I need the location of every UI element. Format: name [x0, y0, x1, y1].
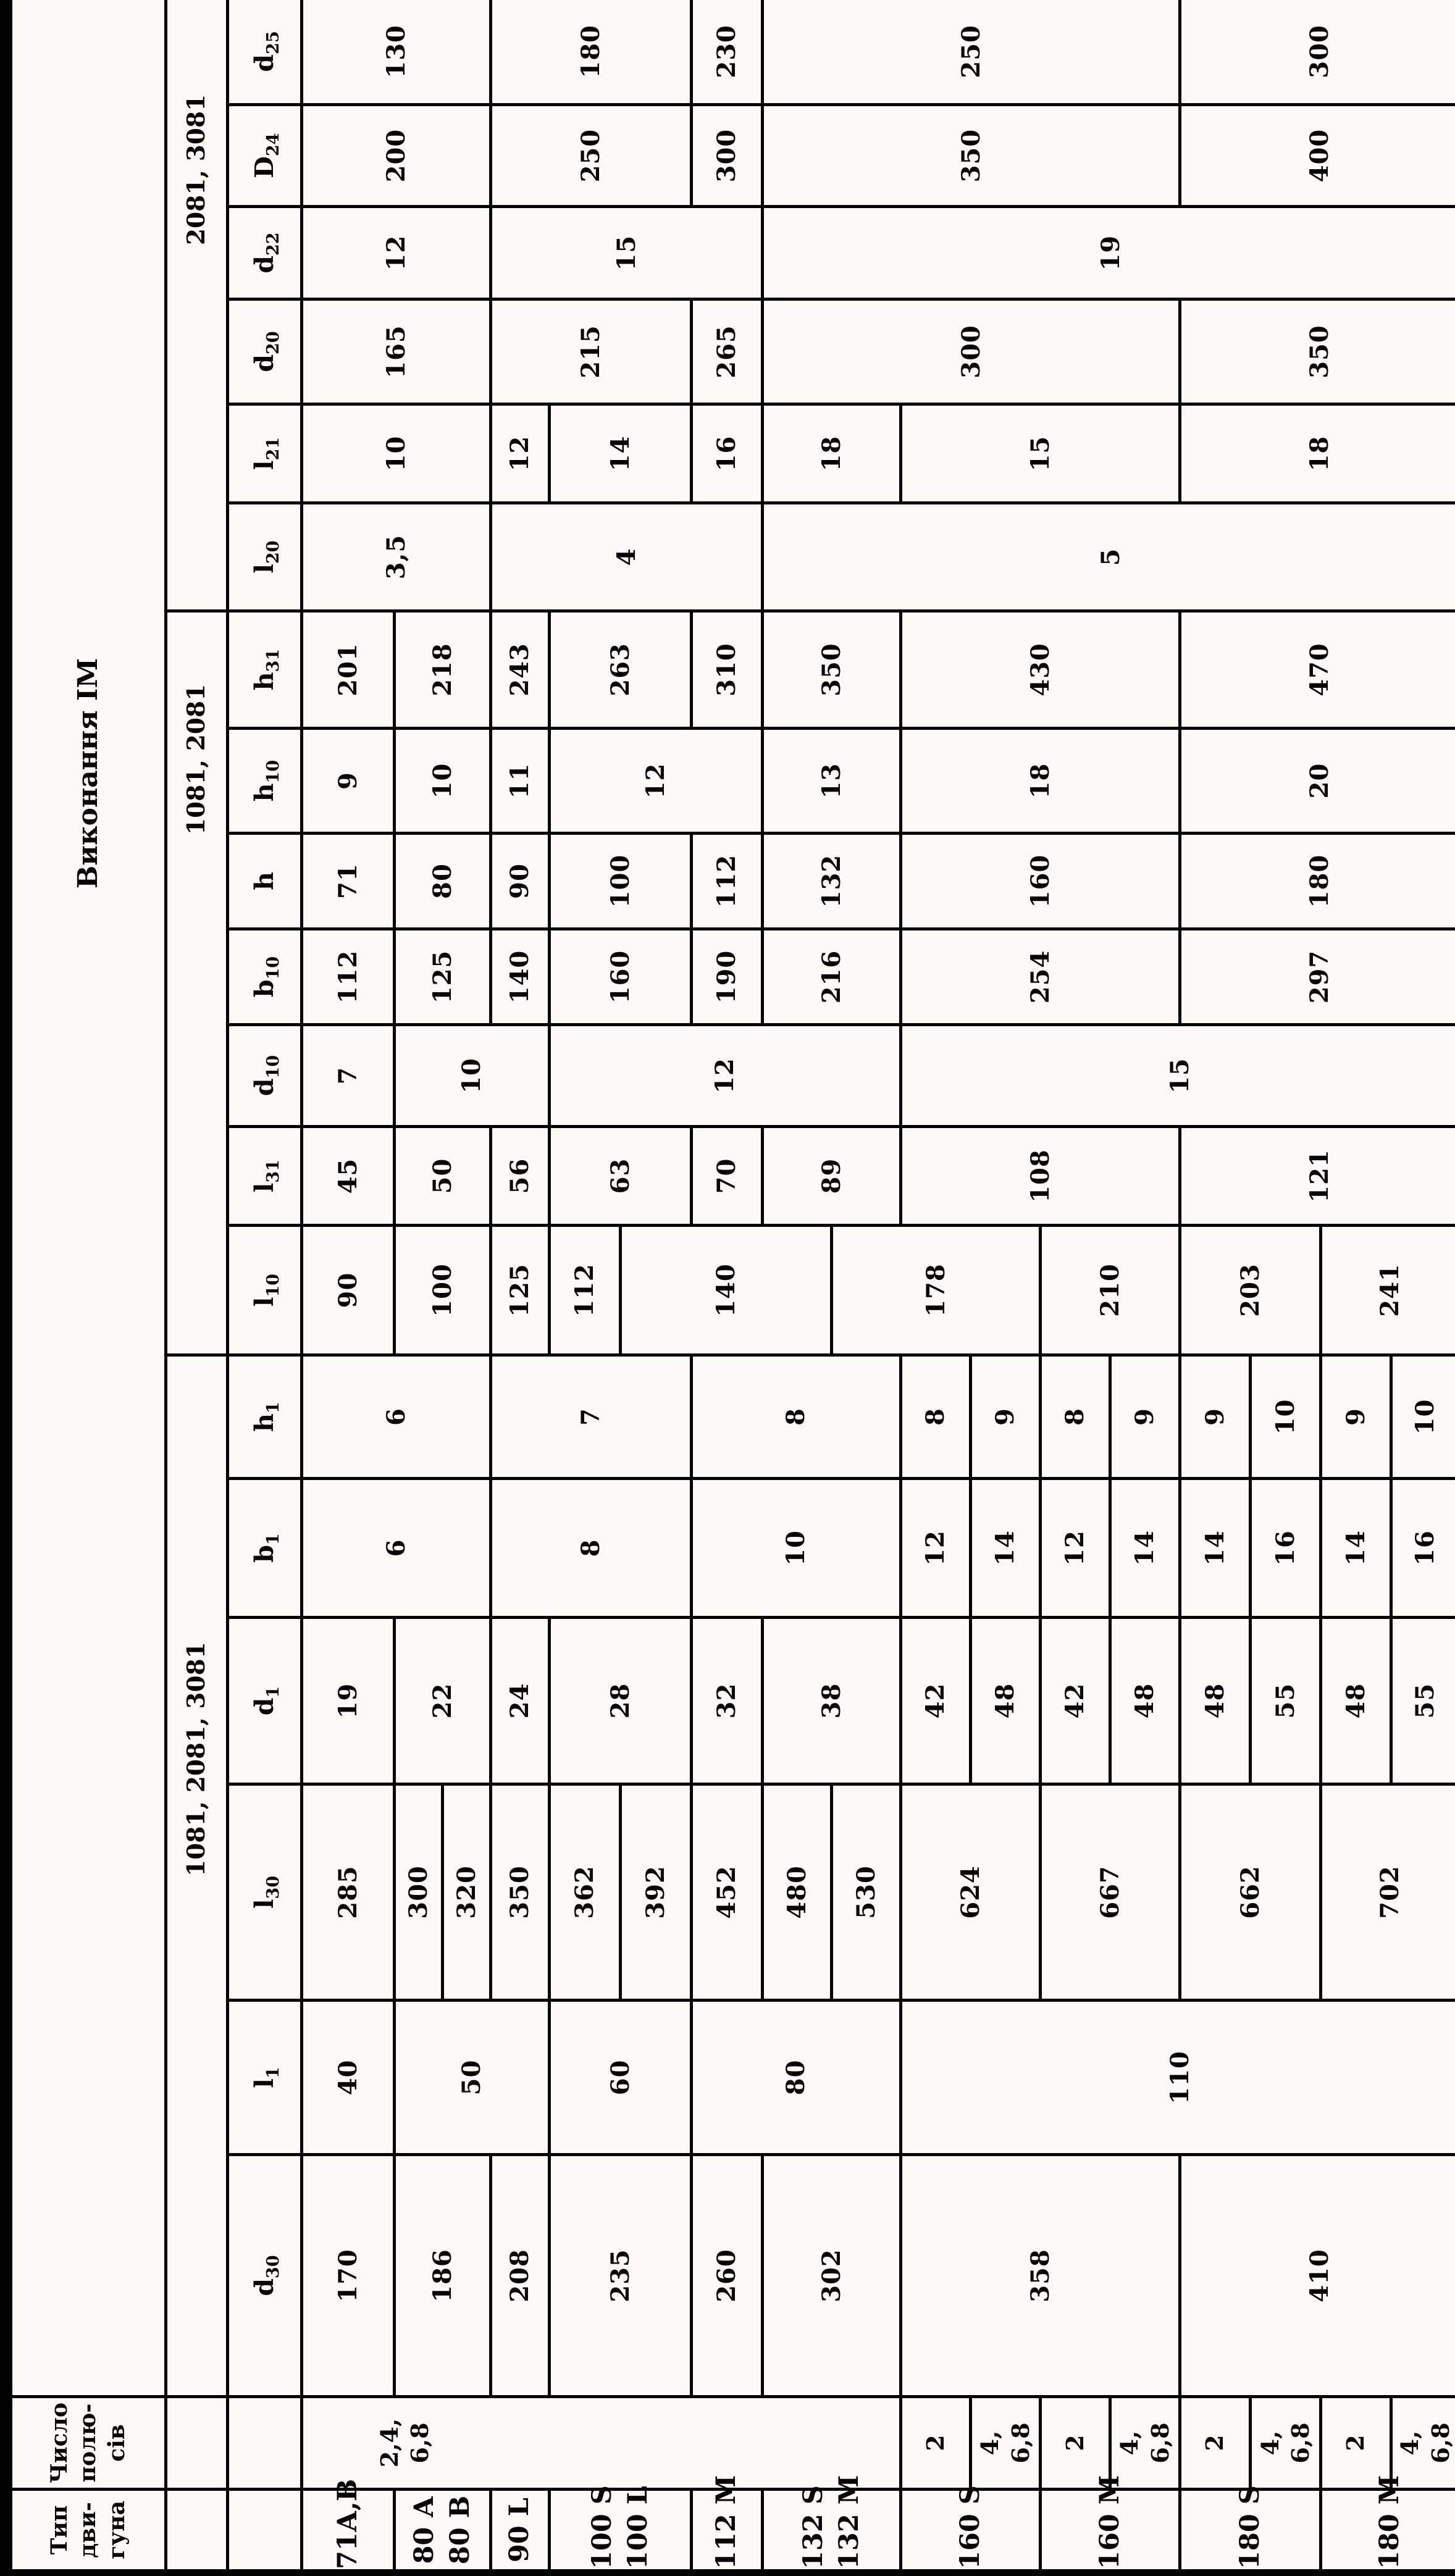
value-l20-0: 3,5 [301, 503, 490, 611]
value-l1-3: 80 [691, 2001, 900, 2155]
value-h31-3: 263 [549, 611, 691, 729]
value-b10-0: 112 [301, 929, 394, 1025]
value-b1-8: 16 [1250, 1479, 1320, 1618]
group-label-text: 2081, 3081 [182, 94, 211, 245]
group-label-text: 1081, 2081 [182, 684, 211, 835]
table-row [6, 0, 166, 2573]
text-line: дви- [75, 2502, 101, 2558]
type-cell-9 [1320, 2475, 1455, 2573]
poles-cell-6 [1250, 2397, 1320, 2490]
value-h10-0: 9 [301, 729, 394, 834]
symbol-base: d [249, 1078, 279, 1097]
poles-header [6, 2397, 166, 2490]
value-l30-2: 320 [442, 1784, 490, 2001]
poles-subcell [166, 2397, 227, 2490]
value-l10-2: 125 [490, 1226, 549, 1355]
value-l1-4: 110 [900, 2001, 1455, 2155]
value-l30-1: 300 [394, 1784, 442, 2001]
value-l31-0: 45 [301, 1127, 394, 1226]
text-line: 6,8 [1426, 2422, 1454, 2464]
value-l31-4: 70 [691, 1127, 762, 1226]
value-l30-12: 702 [1320, 1784, 1455, 2001]
text-line: 4, [1256, 2430, 1284, 2456]
symbol-subscript: 1 [264, 1533, 283, 1545]
value-d1-1: 22 [394, 1618, 490, 1784]
symbol-subscript: 1 [264, 1686, 283, 1698]
value-d1-13: 55 [1391, 1618, 1455, 1784]
symbol-subscript: 20 [264, 540, 283, 564]
symbol-base: h [249, 872, 279, 890]
text-line: 80 В [445, 2495, 476, 2565]
text-line: 6,8 [1286, 2422, 1314, 2464]
value-d1-2: 24 [490, 1618, 549, 1784]
value-h31-4: 310 [691, 611, 762, 729]
symbol-l10 [227, 1226, 301, 1355]
value-h1-10: 10 [1391, 1355, 1455, 1479]
value-d10-3: 15 [900, 1025, 1455, 1127]
value-h31-2: 243 [490, 611, 549, 729]
poles-cell-1 [900, 2397, 970, 2490]
value-l10-6: 210 [1040, 1226, 1180, 1355]
text-line: 2 [1341, 2435, 1370, 2451]
value-l10-5: 178 [831, 1226, 1040, 1355]
symbol-subscript: 30 [264, 1875, 283, 1899]
text-line: гуна [104, 2501, 130, 2559]
text-line: сів [104, 2424, 130, 2462]
text-line: 160 М [1094, 2475, 1125, 2569]
value-l31-6: 108 [900, 1127, 1180, 1226]
value-l1-0: 40 [301, 2001, 394, 2155]
symbol-base: l [249, 460, 279, 470]
symbol-l30 [227, 1784, 301, 2001]
symbol-base: D [249, 156, 279, 178]
symbol-base: l [249, 1899, 279, 1909]
value-d25-4: 300 [1180, 0, 1455, 105]
value-h1-7: 9 [1180, 1355, 1250, 1479]
value-d20-2: 265 [691, 299, 762, 404]
symbol-h [227, 834, 301, 929]
value-d1-5: 38 [762, 1618, 900, 1784]
value-h10-1: 10 [394, 729, 490, 834]
text-line: 132 S [797, 2485, 829, 2569]
type-header [6, 2490, 166, 2573]
value-h1-9: 9 [1320, 1355, 1391, 1479]
symbol-b1 [227, 1479, 301, 1618]
text-line: 4, [976, 2430, 1004, 2456]
symbol-base: h [249, 783, 279, 802]
value-h31-0: 201 [301, 611, 394, 729]
type-cell-6 [900, 2485, 1040, 2573]
value-h31-7: 470 [1180, 611, 1455, 729]
value-b10-4: 190 [691, 929, 762, 1025]
value-d20-1: 215 [490, 299, 691, 404]
value-h1-8: 10 [1250, 1355, 1320, 1479]
group-label-2 [166, 0, 227, 611]
value-d1-8: 42 [1040, 1618, 1110, 1784]
table-row [301, 0, 394, 2573]
symbol-subscript: 10 [264, 759, 283, 784]
table-row [1180, 0, 1250, 2573]
value-l10-3: 112 [549, 1226, 620, 1355]
type-cell-8 [1180, 2485, 1320, 2573]
value-l21-3: 16 [691, 404, 762, 503]
text-line: 4, [1115, 2430, 1144, 2456]
symbol-subscript: 30 [264, 2255, 283, 2278]
value-D24-1: 250 [490, 105, 691, 207]
value-l30-4: 362 [549, 1784, 620, 2001]
value-h31-6: 430 [900, 611, 1180, 729]
symbol-base: l [249, 2078, 279, 2088]
value-l31-5: 89 [762, 1127, 900, 1226]
value-b10-5: 216 [762, 929, 900, 1025]
value-b1-4: 14 [970, 1479, 1040, 1618]
value-l1-1: 50 [394, 2001, 549, 2155]
table-row [227, 0, 301, 2573]
value-h-4: 112 [691, 834, 762, 929]
value-l10-4: 140 [620, 1226, 831, 1355]
symbol-d30 [227, 2155, 301, 2397]
symbol-d22 [227, 207, 301, 299]
symbol-base: d [249, 255, 279, 274]
text-line: 6,8 [1146, 2422, 1174, 2464]
value-D24-4: 400 [1180, 105, 1455, 207]
value-d25-3: 250 [762, 0, 1180, 105]
value-d20-4: 350 [1180, 299, 1455, 404]
text-line: Число [46, 2402, 72, 2483]
value-l21-0: 10 [301, 404, 490, 503]
value-d1-10: 48 [1180, 1618, 1250, 1784]
value-l21-1: 12 [490, 404, 549, 503]
value-b10-7: 297 [1180, 929, 1455, 1025]
value-b1-9: 14 [1320, 1479, 1391, 1618]
value-d1-6: 42 [900, 1618, 970, 1784]
value-d30-7: 410 [1180, 2155, 1455, 2397]
text-line: Тип [46, 2505, 72, 2555]
value-d25-1: 180 [490, 0, 691, 105]
value-d30-6: 358 [900, 2155, 1180, 2397]
group-label-1 [166, 611, 227, 1355]
value-d1-11: 55 [1250, 1618, 1320, 1784]
symbol-base: b [249, 1545, 279, 1563]
value-l30-8: 530 [831, 1784, 900, 2001]
value-l21-4: 18 [762, 404, 900, 503]
symbol-d10 [227, 1025, 301, 1127]
value-d30-2: 208 [490, 2155, 549, 2397]
poles-cell-2 [970, 2397, 1040, 2490]
value-d20-0: 165 [301, 299, 490, 404]
text-line: 2 [1060, 2435, 1089, 2451]
value-l21-5: 15 [900, 404, 1180, 503]
text-line: 90 L [504, 2497, 535, 2563]
text-line: 100 L [623, 2486, 653, 2569]
symbol-subscript: 24 [264, 133, 283, 157]
value-l20-2: 5 [762, 503, 1455, 611]
text-line: 6,8 [405, 2422, 434, 2464]
symbol-base: l [249, 564, 279, 574]
value-h-3: 100 [549, 834, 691, 929]
type-cell-0 [301, 2478, 394, 2573]
value-b1-1: 8 [490, 1479, 691, 1618]
value-h1-0: 6 [301, 1355, 490, 1479]
value-l30-6: 452 [691, 1784, 762, 2001]
value-l30-9: 624 [900, 1784, 1040, 2001]
value-d1-3: 28 [549, 1618, 691, 1784]
value-h1-3: 8 [900, 1355, 970, 1479]
type-cell-3 [549, 2485, 691, 2573]
value-d10-2: 12 [549, 1025, 900, 1127]
table-row [490, 0, 549, 2573]
value-D24-2: 300 [691, 105, 762, 207]
value-l10-7: 203 [1180, 1226, 1320, 1355]
value-l30-5: 392 [620, 1784, 691, 2001]
value-d1-0: 19 [301, 1618, 394, 1784]
poles-subcell [227, 2397, 301, 2490]
text-line: 71А,В [332, 2478, 363, 2569]
value-d30-5: 302 [762, 2155, 900, 2397]
symbol-d25 [227, 0, 301, 105]
value-h-6: 160 [900, 834, 1180, 929]
value-D24-0: 200 [301, 105, 490, 207]
symbol-base: d [249, 54, 279, 72]
value-d1-9: 48 [1110, 1618, 1180, 1784]
value-l31-7: 121 [1180, 1127, 1455, 1226]
symbol-subscript: 25 [264, 31, 283, 54]
value-b1-5: 12 [1040, 1479, 1110, 1618]
symbol-h1 [227, 1355, 301, 1479]
type-cell-2 [490, 2490, 549, 2573]
value-h10-5: 18 [900, 729, 1180, 834]
symbol-subscript: 10 [264, 1273, 283, 1297]
value-h31-5: 350 [762, 611, 900, 729]
symbol-base: b [249, 979, 279, 998]
table-row [166, 0, 227, 2573]
value-b1-7: 14 [1180, 1479, 1250, 1618]
value-b10-2: 140 [490, 929, 549, 1025]
value-h-5: 132 [762, 834, 900, 929]
symbol-subscript: 1 [264, 1402, 283, 1413]
value-l10-1: 100 [394, 1226, 490, 1355]
symbol-subscript: 10 [264, 956, 283, 980]
value-d10-1: 10 [394, 1025, 549, 1127]
poles-cell-5 [1180, 2397, 1250, 2490]
value-l10-0: 90 [301, 1226, 394, 1355]
symbol-subscript: 21 [264, 437, 283, 461]
type-cell-5 [762, 2475, 900, 2573]
symbol-h31 [227, 611, 301, 729]
value-b1-0: 6 [301, 1479, 490, 1618]
symbol-base: d [249, 2278, 279, 2296]
value-b1-3: 12 [900, 1479, 970, 1618]
value-h-7: 180 [1180, 834, 1455, 929]
value-b10-1: 125 [394, 929, 490, 1025]
value-d10-0: 7 [301, 1025, 394, 1127]
value-d30-1: 186 [394, 2155, 490, 2397]
value-h31-1: 218 [394, 611, 490, 729]
text-line: 2 [1201, 2435, 1229, 2451]
symbol-d20 [227, 299, 301, 404]
value-l31-1: 50 [394, 1127, 490, 1226]
value-d22-1: 15 [490, 207, 762, 299]
symbol-base: l [249, 1297, 279, 1307]
value-d30-0: 170 [301, 2155, 394, 2397]
text-line: 132 М [834, 2475, 865, 2569]
value-l21-2: 14 [549, 404, 691, 503]
poles-cell-0 [301, 2397, 900, 2490]
value-d30-3: 235 [549, 2155, 691, 2397]
type-cell-4 [691, 2475, 762, 2573]
symbol-D24 [227, 105, 301, 207]
title-text: Виконання ІМ [72, 658, 104, 889]
symbol-base: h [249, 672, 279, 691]
value-l20-1: 4 [490, 503, 762, 611]
value-b1-2: 10 [691, 1479, 900, 1618]
text-line: 180 S [1234, 2485, 1265, 2569]
text-line: 180 М [1374, 2475, 1406, 2569]
symbol-subscript: 20 [264, 331, 283, 354]
group-label-0 [166, 1355, 227, 2397]
symbol-l20 [227, 503, 301, 611]
value-l31-2: 56 [490, 1127, 549, 1226]
value-l1-2: 60 [549, 2001, 691, 2155]
value-l30-3: 350 [490, 1784, 549, 2001]
table-title [6, 0, 166, 2397]
symbol-l1 [227, 2001, 301, 2155]
value-d22-2: 19 [762, 207, 1455, 299]
value-l30-0: 285 [301, 1784, 394, 2001]
symbol-subscript: 31 [264, 648, 283, 672]
text-line: 6,8 [1006, 2422, 1034, 2464]
value-d1-12: 48 [1320, 1618, 1391, 1784]
symbol-b10 [227, 929, 301, 1025]
value-d22-0: 12 [301, 207, 490, 299]
value-h10-3: 12 [549, 729, 762, 834]
text-line: 4, [1396, 2430, 1424, 2456]
value-d30-4: 260 [691, 2155, 762, 2397]
value-h-2: 90 [490, 834, 549, 929]
value-d20-3: 300 [762, 299, 1180, 404]
value-h1-1: 7 [490, 1355, 691, 1479]
value-l21-6: 18 [1180, 404, 1455, 503]
value-h1-4: 9 [970, 1355, 1040, 1479]
group-label-text: 1081, 2081, 3081 [182, 1642, 211, 1876]
text-line: 2 [921, 2435, 949, 2451]
value-b1-6: 14 [1110, 1479, 1180, 1618]
value-l31-3: 63 [549, 1127, 691, 1226]
symbol-base: l [249, 1182, 279, 1193]
value-l10-8: 241 [1320, 1226, 1455, 1355]
value-d1-4: 32 [691, 1618, 762, 1784]
value-h1-2: 8 [691, 1355, 900, 1479]
text-line: 80 А [408, 2496, 440, 2564]
text-line: полю- [75, 2403, 101, 2483]
value-h10-6: 20 [1180, 729, 1455, 834]
symbol-subscript: 31 [264, 1159, 283, 1183]
value-h-0: 71 [301, 834, 394, 929]
value-l30-11: 662 [1180, 1784, 1320, 2001]
value-h1-5: 8 [1040, 1355, 1110, 1479]
symbol-l21 [227, 404, 301, 503]
value-l30-10: 667 [1040, 1784, 1180, 2001]
symbol-base: d [249, 354, 279, 372]
symbol-subscript: 1 [264, 2067, 283, 2079]
value-h1-6: 9 [1110, 1355, 1180, 1479]
text-line: 160 S [954, 2485, 986, 2569]
type-cell-7 [1040, 2475, 1180, 2573]
type-subcell [227, 2490, 301, 2573]
value-D24-3: 350 [762, 105, 1180, 207]
symbol-base: h [249, 1413, 279, 1432]
value-b1-10: 16 [1391, 1479, 1455, 1618]
type-cell-1 [394, 2490, 490, 2573]
symbol-l31 [227, 1127, 301, 1226]
value-h-1: 80 [394, 834, 490, 929]
value-d25-0: 130 [301, 0, 490, 105]
type-subcell [166, 2490, 227, 2573]
value-b10-3: 160 [549, 929, 691, 1025]
symbol-d1 [227, 1618, 301, 1784]
value-l30-7: 480 [762, 1784, 831, 2001]
value-d25-2: 230 [691, 0, 762, 105]
symbol-subscript: 22 [264, 232, 283, 256]
text-line: 112 М [711, 2475, 742, 2569]
symbol-h10 [227, 729, 301, 834]
text-line: 2,4, [375, 2418, 403, 2468]
symbol-base: d [249, 1697, 279, 1716]
symbol-subscript: 10 [264, 1055, 283, 1079]
value-h10-2: 11 [490, 729, 549, 834]
value-b10-6: 254 [900, 929, 1180, 1025]
value-h10-4: 13 [762, 729, 900, 834]
value-d1-7: 48 [970, 1618, 1040, 1784]
text-line: 100 S [586, 2485, 618, 2569]
